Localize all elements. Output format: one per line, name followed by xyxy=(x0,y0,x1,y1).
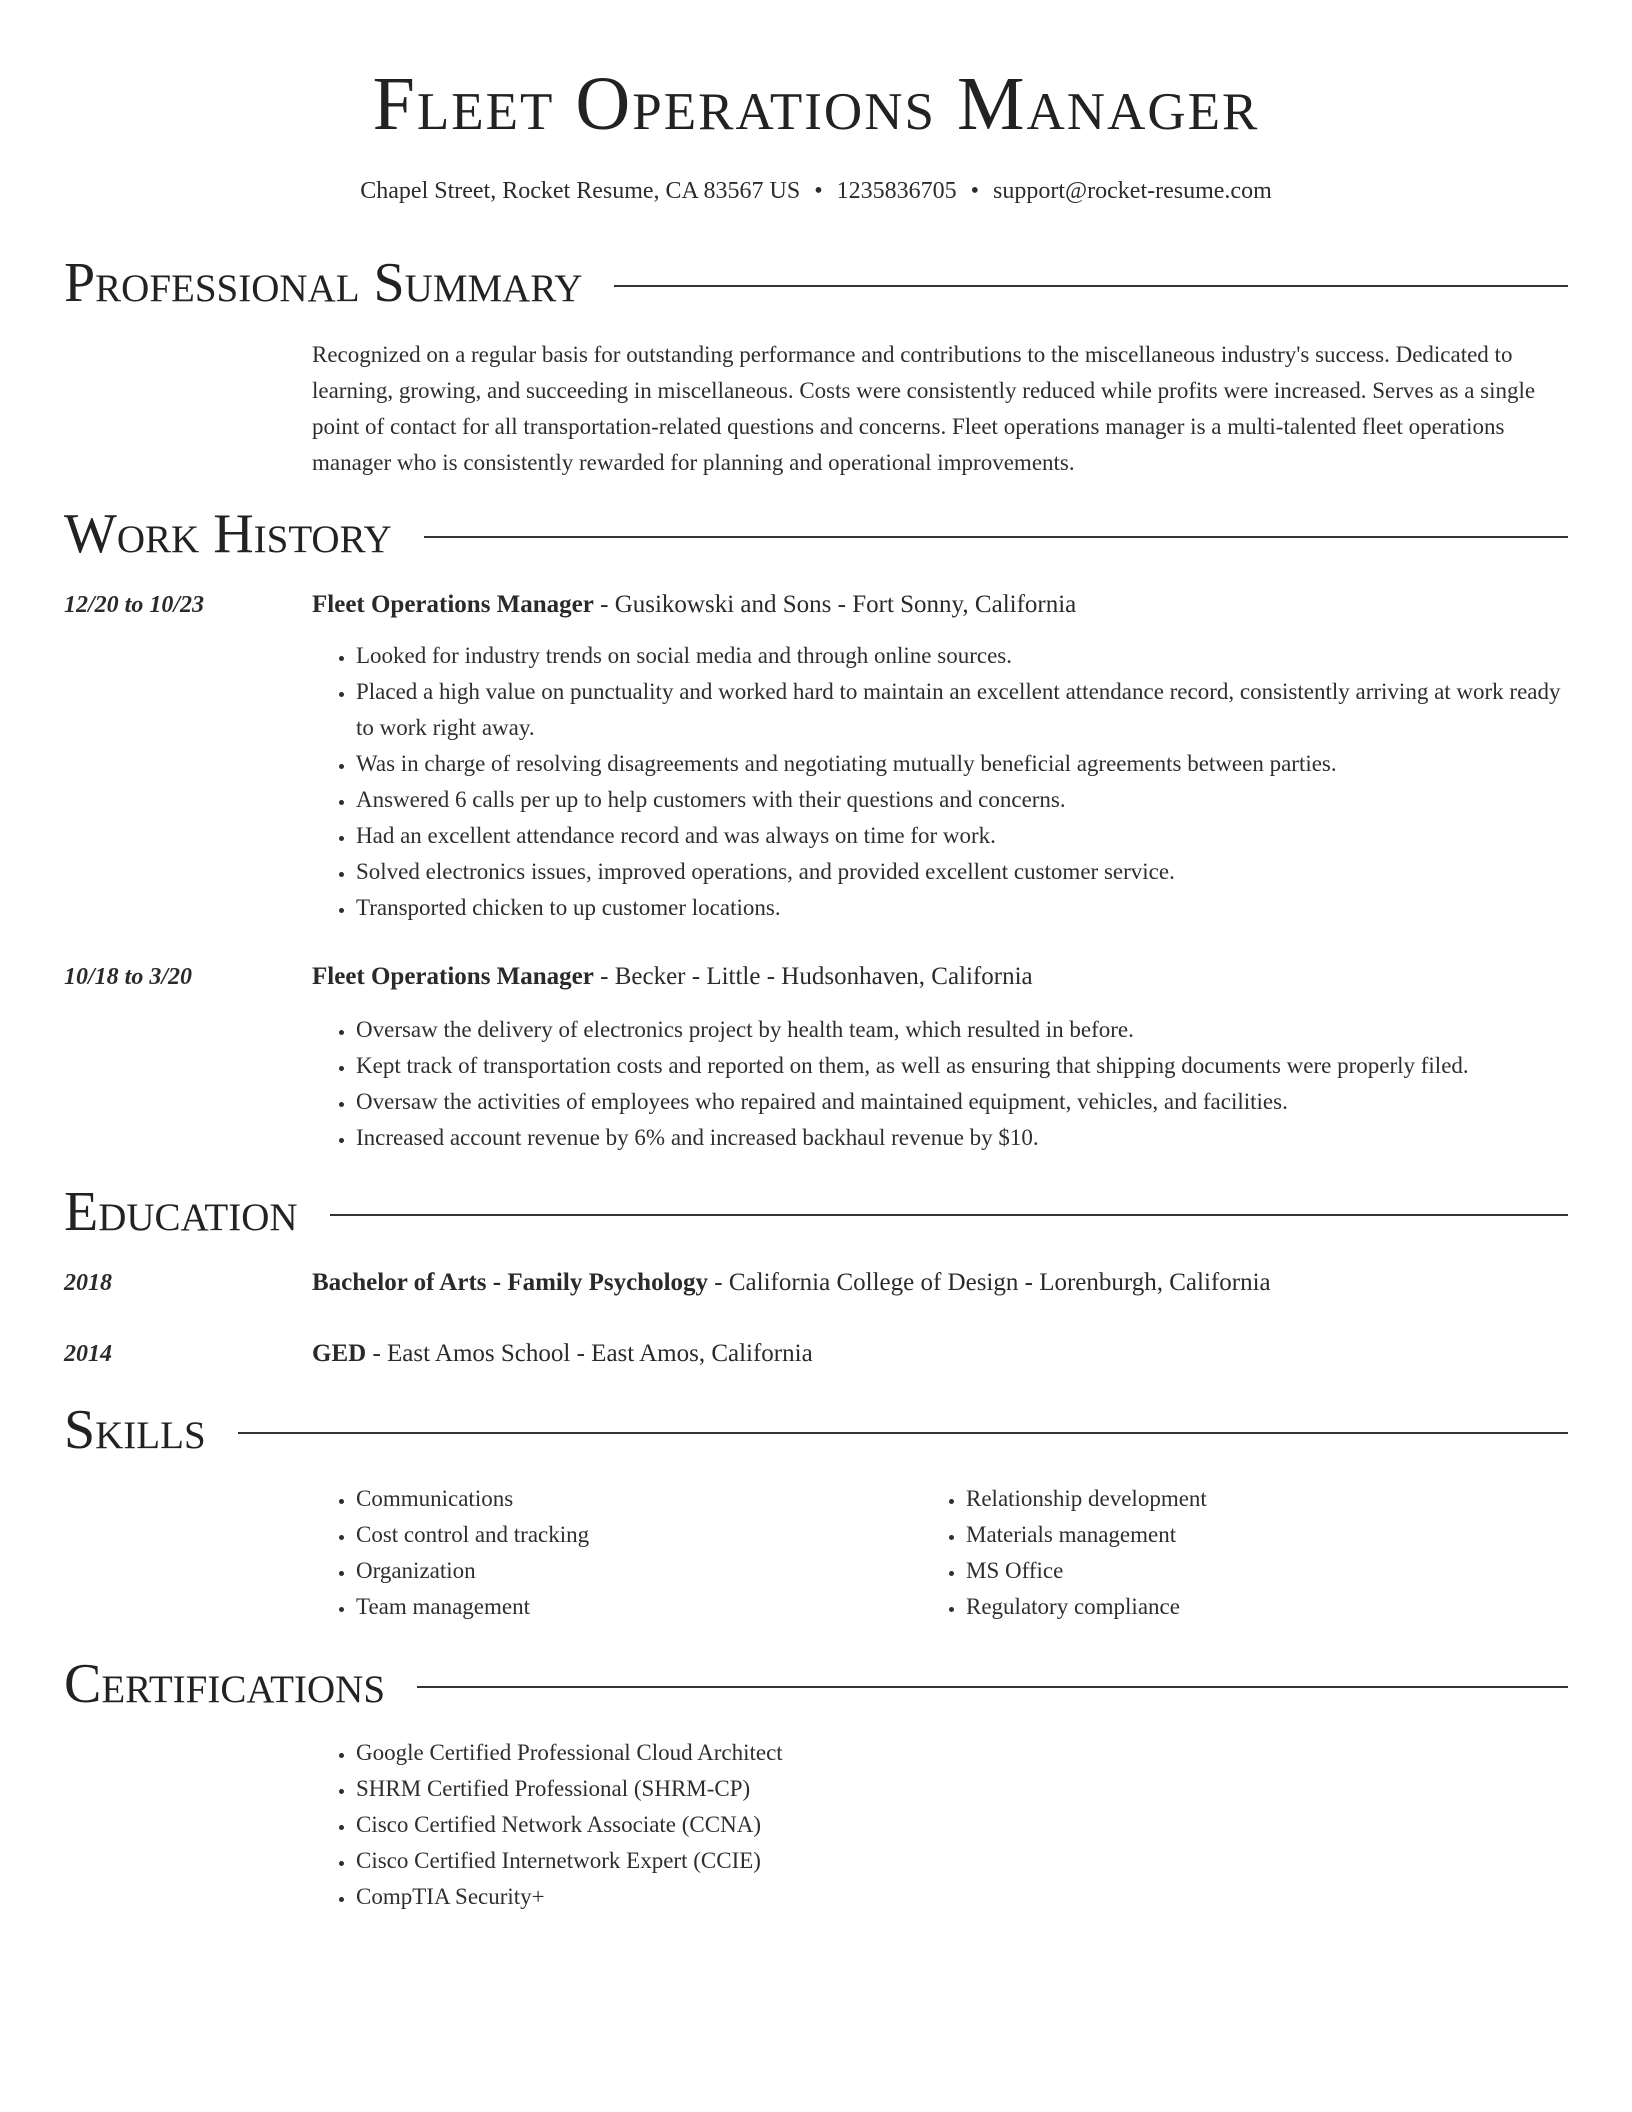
list-item: • Google Certified Professional Cloud Architect xyxy=(356,1735,1572,1771)
list-item: • Cisco Certified Network Associate (CCNA) xyxy=(356,1807,1572,1843)
list-item: • Kept track of transportation costs and reported on them, as well as ensuring that shipping documents were properly filed. xyxy=(356,1048,1572,1084)
section-title: Education xyxy=(64,1181,298,1243)
list-item: • Organization xyxy=(356,1553,922,1589)
section-title: Certifications xyxy=(64,1653,386,1715)
list-item: • Increased account revenue by 6% and increased backhaul revenue by $10. xyxy=(356,1120,1572,1156)
list-item: • Had an excellent attendance record and was always on time for work. xyxy=(356,818,1572,854)
education-degree: GED xyxy=(312,1340,367,1367)
section-rule xyxy=(238,1432,1568,1434)
job-dates: 10/18 to 3/20 xyxy=(64,964,193,990)
job-details: - Becker - Little - Hudsonhaven, California xyxy=(593,963,1033,990)
list-item: • Communications xyxy=(356,1481,922,1517)
section-rule xyxy=(424,536,1568,538)
education-degree: Bachelor of Arts - Family Psychology xyxy=(312,1269,709,1296)
summary-heading xyxy=(64,251,1568,315)
job-role: Fleet Operations Manager xyxy=(312,963,594,990)
work-history-heading xyxy=(64,502,1568,566)
job-details: - Gusikowski and Sons - Fort Sonny, California xyxy=(593,591,1077,618)
list-item: • Placed a high value on punctuality and worked hard to maintain an excellent attendance record, consistently arriving at work ready to work right away. xyxy=(356,674,1572,746)
candidate-name: Fleet Operations Manager xyxy=(372,62,1260,146)
list-item: • Looked for industry trends on social media and through online sources. xyxy=(356,638,1572,674)
list-item: • CompTIA Security+ xyxy=(356,1879,1572,1915)
section-title: Professional Summary xyxy=(64,252,583,314)
separator: • xyxy=(970,178,980,204)
education-heading xyxy=(64,1180,1568,1244)
section-rule xyxy=(330,1214,1568,1216)
section-title: Work History xyxy=(64,503,392,565)
skills-left-list xyxy=(312,1481,922,1625)
list-item: • MS Office xyxy=(966,1553,1568,1589)
list-item: • Oversaw the delivery of electronics project by health team, which resulted in before. xyxy=(356,1012,1572,1048)
certifications-heading xyxy=(64,1652,1568,1716)
job-title-line xyxy=(312,960,1568,994)
section-title: Skills xyxy=(64,1399,206,1461)
skills-heading xyxy=(64,1398,1568,1462)
list-item: • Team management xyxy=(356,1589,922,1625)
list-item: • Regulatory compliance xyxy=(966,1589,1568,1625)
summary-text: Recognized on a regular basis for outstanding performance and contributions to the miscellaneous industry's success. Dedicated to learning, growing, and succeeding in miscellaneous. Costs were consistently reduced while profits were increased. Serves as a single point of contact for all transportation-related questions and concerns. Fleet operations manager is a multi-talented fleet operations manager who is consistently rewarded for planning and operational improvements. xyxy=(312,342,1536,475)
phone: 1235836705 xyxy=(836,178,957,204)
job-role: Fleet Operations Manager xyxy=(312,591,594,618)
education-details: - California College of Design - Lorenburgh, California xyxy=(708,1269,1271,1296)
list-item: • Relationship development xyxy=(966,1481,1568,1517)
certifications-list xyxy=(312,1735,1572,1915)
education-year: 2018 xyxy=(64,1270,112,1296)
list-item: • Oversaw the activities of employees who repaired and maintained equipment, vehicles, and facilities. xyxy=(356,1084,1572,1120)
address: Chapel Street, Rocket Resume, CA 83567 US xyxy=(360,178,801,204)
education-line xyxy=(312,1337,1568,1371)
job-bullets xyxy=(312,638,1572,926)
list-item: • Cost control and tracking xyxy=(356,1517,922,1553)
education-line xyxy=(312,1266,1568,1300)
list-item: • Answered 6 calls per up to help customers with their questions and concerns. xyxy=(356,782,1572,818)
skills-right-list xyxy=(922,1481,1568,1625)
separator: • xyxy=(814,178,823,204)
job-bullets xyxy=(312,1012,1572,1156)
section-rule xyxy=(614,285,1568,287)
email: support@rocket-resume.com xyxy=(993,178,1272,204)
list-item: • Was in charge of resolving disagreements and negotiating mutually beneficial agreements between parties. xyxy=(356,746,1572,782)
list-item: • Materials management xyxy=(966,1517,1568,1553)
job-title-line xyxy=(312,588,1568,622)
job-dates: 12/20 to 10/23 xyxy=(64,592,205,618)
section-rule xyxy=(417,1686,1568,1688)
list-item: • Transported chicken to up customer locations. xyxy=(356,890,1572,926)
list-item: • SHRM Certified Professional (SHRM-CP) xyxy=(356,1771,1572,1807)
education-year: 2014 xyxy=(64,1341,112,1367)
contact-line xyxy=(0,174,1632,208)
list-item: • Solved electronics issues, improved operations, and provided excellent customer service. xyxy=(356,854,1572,890)
list-item: • Cisco Certified Internetwork Expert (CCIE) xyxy=(356,1843,1572,1879)
education-details: - East Amos School - East Amos, California xyxy=(366,1340,813,1367)
